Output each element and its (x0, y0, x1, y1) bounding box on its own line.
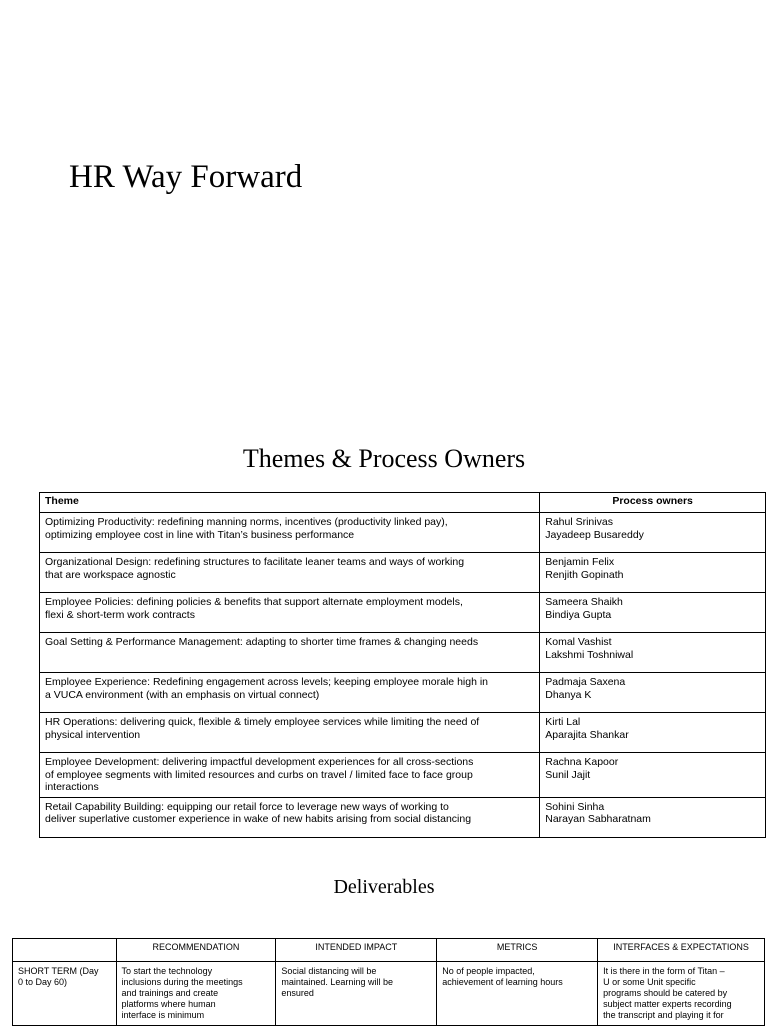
cell-text-line: Employee Policies: defining policies & benefits that support alternate employment models, (45, 596, 463, 608)
cell-text-line: Sunil Jajit (545, 768, 591, 781)
cell-text-line: Renjith Gopinath (545, 568, 624, 581)
themes-section-title: Themes & Process Owners (242, 444, 526, 473)
cell-text-line: No of people impacted, (442, 966, 535, 976)
theme-cell (40, 553, 540, 593)
cell-text-line: of employee segments with limited resources and curbs on travel / limited face to face group (45, 768, 473, 781)
page-title: HR Way Forward (69, 159, 303, 195)
theme-cell (40, 513, 540, 553)
cell-text-line: SHORT TERM (Day (18, 966, 99, 976)
cell-text-line: that are workspace agnostic (45, 568, 176, 581)
cell-text-line: and trainings and create (121, 988, 219, 998)
metrics-cell (437, 962, 598, 1026)
process-owners-cell (540, 593, 766, 633)
theme-cell (40, 713, 540, 753)
cell-text-line: deliver superlative customer experience in wake of new habits arising from social distancing (45, 813, 472, 825)
cell-text-line: Kirti Lal (545, 716, 581, 728)
themes-header-row (40, 493, 766, 513)
deliverable-row (13, 962, 765, 1026)
cell-text-line: Sohini Sinha (545, 800, 605, 813)
interfaces-column-header: INTERFACES & EXPECTATIONS (598, 939, 765, 962)
cell-text-line: inclusions during the meetings (121, 977, 243, 987)
process-owners-cell (540, 633, 766, 673)
process-owners-cell (540, 713, 766, 753)
theme-row (40, 633, 766, 673)
cell-text-line: Aparajita Shankar (545, 728, 629, 741)
theme-row (40, 593, 766, 633)
deliverables-header-row (13, 939, 765, 962)
owners-column-header: Process owners (540, 493, 766, 513)
cell-text-line: interface is minimum (121, 1010, 205, 1020)
theme-cell (40, 797, 540, 837)
recommendation-column-header: RECOMMENDATION (116, 939, 276, 962)
theme-row (40, 713, 766, 753)
process-owners-cell (540, 753, 766, 798)
recommendation-cell (116, 962, 276, 1026)
theme-cell (40, 633, 540, 673)
deliverables-section-title: Deliverables (333, 876, 435, 898)
cell-text-line: Narayan Sabharatnam (545, 813, 651, 825)
cell-text-line: Bindiya Gupta (545, 608, 612, 621)
theme-row (40, 553, 766, 593)
cell-text-line: Padmaja Saxena (545, 676, 626, 688)
theme-row (40, 753, 766, 798)
cell-text-line: physical intervention (45, 728, 141, 741)
theme-row (40, 513, 766, 553)
themes-table (39, 492, 766, 838)
cell-text-line: It is there in the form of Titan – (603, 966, 725, 976)
theme-row (40, 673, 766, 713)
impact-column-header: INTENDED IMPACT (276, 939, 437, 962)
impact-cell (276, 962, 437, 1026)
interfaces-cell (598, 962, 765, 1026)
cell-text-line: the transcript and playing it for (603, 1010, 724, 1020)
cell-text-line: Rahul Srinivas (545, 516, 613, 528)
cell-text-line: Lakshmi Toshniwal (545, 648, 634, 661)
cell-text-line: Jayadeep Busareddy (545, 528, 644, 541)
cell-text-line: Rachna Kapoor (545, 756, 619, 768)
cell-text-line: flexi & short-term work contracts (45, 608, 195, 621)
cell-text-line: Employee Development: delivering impactful development experiences for all cross-sections (45, 756, 474, 768)
cell-text-line: optimizing employee cost in line with Titan’s business performance (45, 528, 355, 541)
process-owners-cell (540, 553, 766, 593)
cell-text-line: platforms where human (121, 999, 216, 1009)
term-column-header (13, 939, 117, 962)
deliverables-table (12, 938, 765, 1026)
metrics-column-header: METRICS (437, 939, 598, 962)
cell-text-line: Retail Capability Building: equipping our retail force to leverage new ways of working to (45, 800, 449, 813)
theme-cell (40, 593, 540, 633)
cell-text-line: U or some Unit specific (603, 977, 696, 987)
cell-text-line: Goal Setting & Performance Management: adapting to shorter time frames & changing needs (45, 636, 479, 648)
cell-text-line: achievement of learning hours (442, 977, 563, 987)
cell-text-line: Sameera Shaikh (545, 596, 623, 608)
process-owners-cell (540, 797, 766, 837)
cell-text-line: ensured (281, 988, 314, 998)
cell-text-line: Social distancing will be (281, 966, 377, 976)
cell-text-line: Benjamin Felix (545, 556, 615, 568)
cell-text-line: a VUCA environment (with an emphasis on virtual connect) (45, 688, 320, 701)
cell-text-line: To start the technology (121, 966, 213, 976)
process-owners-cell (540, 513, 766, 553)
process-owners-cell (540, 673, 766, 713)
cell-text-line: Employee Experience: Redefining engagement across levels; keeping employee morale high in (45, 676, 489, 688)
cell-text-line: Organizational Design: redefining structures to facilitate leaner teams and ways of working (45, 556, 465, 568)
cell-text-line: subject matter experts recording (603, 999, 732, 1009)
cell-text-line: programs should be catered by (603, 988, 728, 998)
theme-cell (40, 753, 540, 798)
cell-text-line: HR Operations: delivering quick, flexible & timely employee services while limiting the need of (45, 716, 480, 728)
theme-column-header: Theme (40, 493, 540, 513)
theme-row (40, 797, 766, 837)
cell-text-line: Dhanya K (545, 688, 592, 701)
cell-text-line: 0 to Day 60) (18, 977, 68, 987)
cell-text-line: Komal Vashist (545, 636, 612, 648)
cell-text-line: maintained. Learning will be (281, 977, 393, 987)
cell-text-line: Optimizing Productivity: redefining manning norms, incentives (productivity linked pay), (45, 516, 448, 528)
theme-cell (40, 673, 540, 713)
term-cell (13, 962, 117, 1026)
cell-text-line: interactions (45, 781, 99, 793)
